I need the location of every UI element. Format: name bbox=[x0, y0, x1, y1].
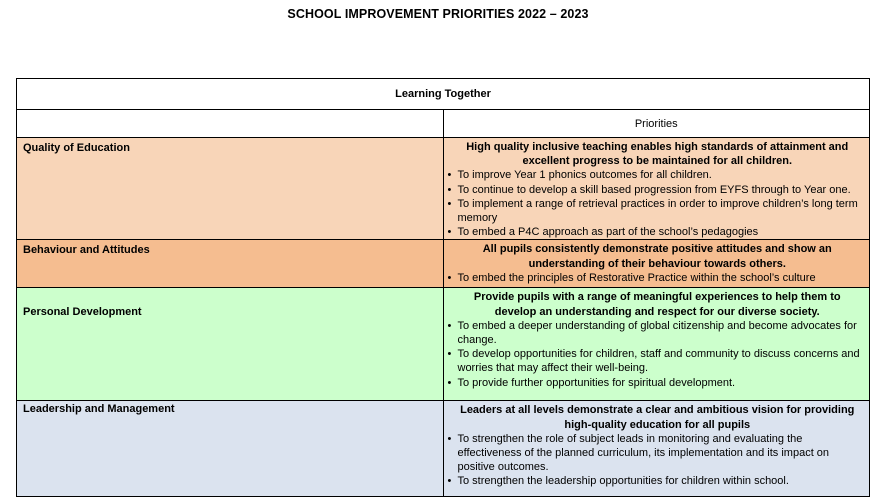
bullet-icon: • bbox=[447, 475, 452, 488]
goal-statement: High quality inclusive teaching enables high standards of attainment and excellent progress to be maintained for all children. bbox=[466, 141, 849, 168]
list-item-text: To provide further opportunities for spiritual development. bbox=[457, 376, 736, 389]
header-row bbox=[17, 110, 870, 138]
priority-list bbox=[448, 271, 868, 285]
list-item bbox=[448, 168, 868, 182]
table-row-quality-of-education bbox=[17, 138, 870, 240]
list-item-text: To implement a range of retrieval practices in order to improve children’s long term memory bbox=[457, 197, 858, 225]
document-title: SCHOOL IMPROVEMENT PRIORITIES 2022 – 2023 bbox=[287, 7, 589, 21]
list-item bbox=[448, 319, 868, 347]
area-label: Leadership and Management bbox=[23, 403, 175, 416]
header-priorities-cell bbox=[443, 110, 870, 138]
goal-statement: Leaders at all levels demonstrate a clear and ambitious vision for providing high-quality education for all pupils bbox=[460, 404, 855, 431]
bullet-icon: • bbox=[447, 197, 452, 210]
list-item-text: To continue to develop a skill based progression from EYFS through to Year one. bbox=[457, 183, 851, 196]
list-item bbox=[448, 197, 868, 225]
banner-label: Learning Together bbox=[395, 88, 491, 100]
list-item-text: To improve Year 1 phonics outcomes for all children. bbox=[457, 169, 712, 182]
area-label: Quality of Education bbox=[23, 142, 130, 154]
list-item bbox=[448, 474, 868, 488]
priorities-table bbox=[16, 78, 870, 497]
bullet-icon: • bbox=[447, 183, 452, 196]
list-item-text: To embed the principles of Restorative Practice within the school’s culture bbox=[457, 271, 816, 284]
list-item bbox=[448, 271, 868, 285]
list-item bbox=[448, 432, 868, 475]
table-row-leadership-and-management bbox=[17, 401, 870, 497]
bullet-icon: • bbox=[447, 432, 452, 445]
priorities-header-label: Priorities bbox=[634, 117, 678, 130]
priority-list bbox=[448, 168, 868, 239]
table-row-personal-development bbox=[17, 288, 870, 401]
table-row-behaviour-and-attitudes bbox=[17, 240, 870, 288]
bullet-icon: • bbox=[447, 271, 452, 284]
bullet-icon: • bbox=[447, 226, 452, 239]
list-item bbox=[448, 183, 868, 197]
list-item-text: To embed a P4C approach as part of the school’s pedagogies bbox=[457, 226, 759, 239]
bullet-icon: • bbox=[447, 376, 452, 389]
bullet-icon: • bbox=[447, 348, 452, 361]
list-item-text: To strengthen the leadership opportunities for children within school. bbox=[457, 475, 789, 488]
area-cell bbox=[17, 288, 444, 401]
area-cell bbox=[17, 401, 444, 497]
list-item-text: To strengthen the role of subject leads in monitoring and evaluating the effectiveness of the planned curriculum, its implementation and its impact on positive outcomes. bbox=[457, 432, 830, 474]
priority-list bbox=[448, 319, 868, 390]
list-item bbox=[448, 376, 868, 390]
area-cell bbox=[17, 240, 444, 288]
priorities-cell bbox=[443, 401, 870, 497]
area-label: Personal Development bbox=[23, 306, 142, 319]
priority-list bbox=[448, 432, 868, 489]
list-item-text: To develop opportunities for children, staff and community to discuss concerns and worries that may affect their well-being. bbox=[457, 348, 860, 375]
banner-cell bbox=[17, 79, 870, 110]
banner-row bbox=[17, 79, 870, 110]
list-item bbox=[448, 347, 868, 375]
goal-statement: All pupils consistently demonstrate positive attitudes and show an understanding of their behaviour towards others. bbox=[482, 243, 832, 270]
priorities-cell bbox=[443, 138, 870, 240]
list-item bbox=[448, 225, 868, 239]
bullet-icon: • bbox=[447, 319, 452, 332]
priorities-cell bbox=[443, 288, 870, 401]
goal-statement: Provide pupils with a range of meaningful experiences to help them to develop an understanding and respect for our diverse society. bbox=[473, 291, 841, 318]
area-cell bbox=[17, 138, 444, 240]
header-area-cell bbox=[17, 110, 444, 138]
area-label: Behaviour and Attitudes bbox=[23, 244, 150, 257]
list-item-text: To embed a deeper understanding of global citizenship and become advocates for change. bbox=[457, 319, 857, 347]
priorities-cell bbox=[443, 240, 870, 288]
bullet-icon: • bbox=[447, 169, 452, 182]
